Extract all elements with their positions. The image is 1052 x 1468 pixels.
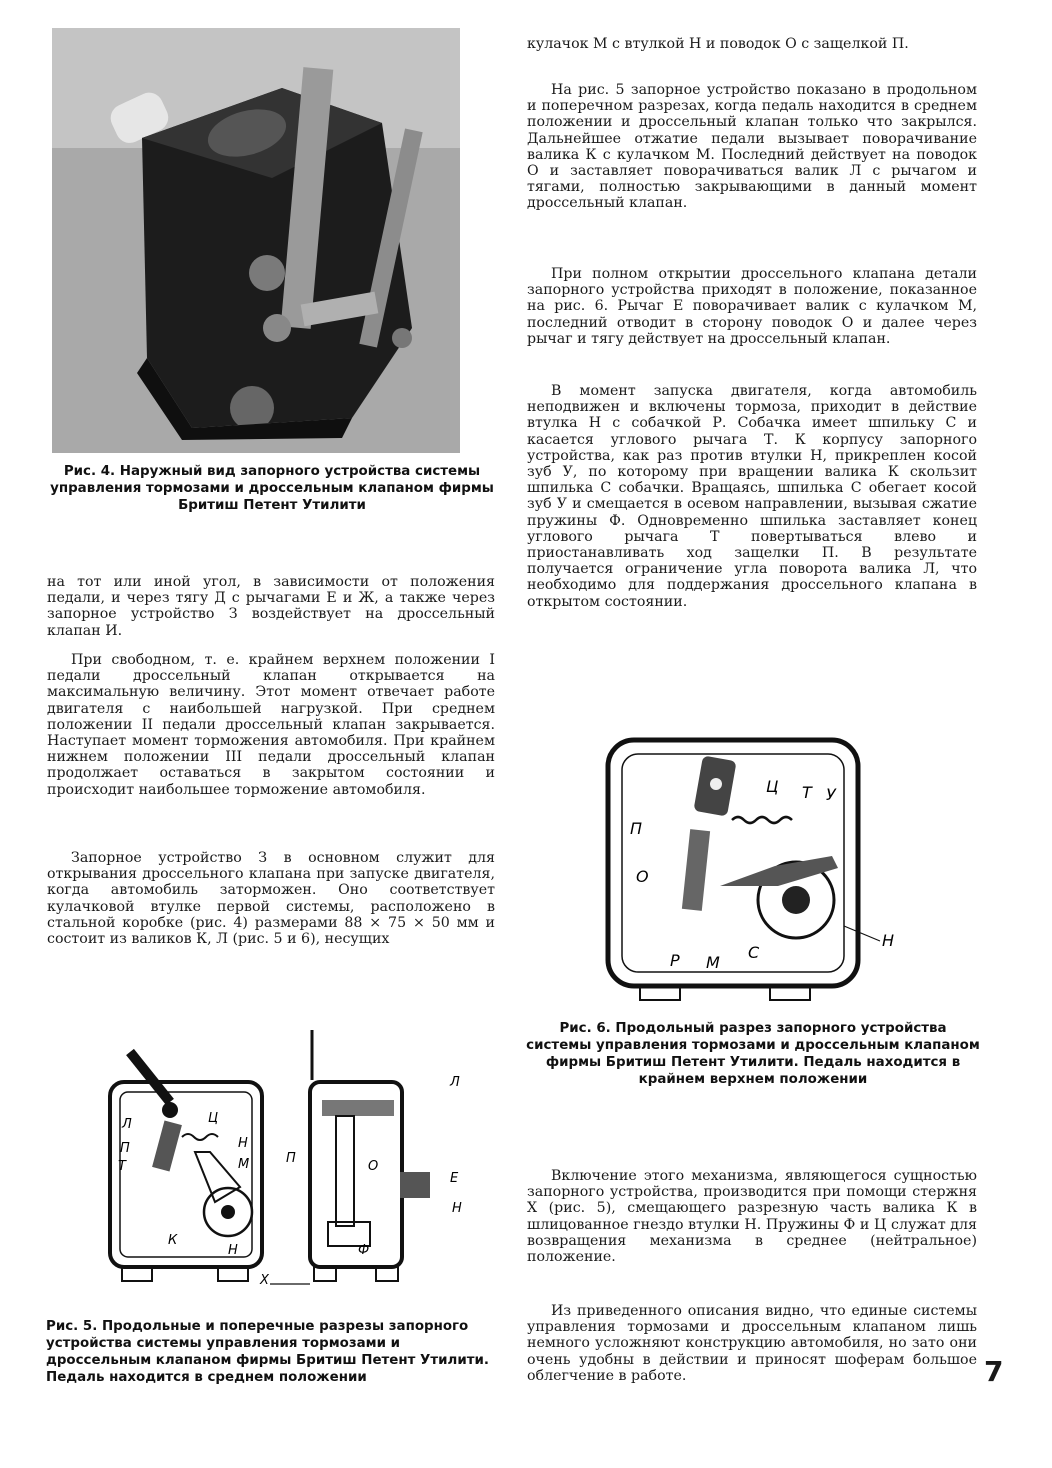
- fig5-label-l: Л: [122, 1117, 132, 1132]
- figure4-caption: Рис. 4. Наружный вид запорного устройства системы управления тормозами и дроссельным клапаном фирмы Бритиш Петент Утилити: [50, 464, 494, 513]
- right-para-5: Включение этого механизма, являющегося сущностью запорного устройства, производится при помощи стержня Х (рис. 5), смещающего разрезную часть валика К в шлицованное гнездо втулки Н. Пружины Ф и Ц служат для возвращения механизма в среднее (нейтральное) положение.: [527, 1168, 977, 1266]
- page-number: 7: [984, 1355, 1004, 1388]
- fig5-label-n2: Н: [228, 1243, 238, 1258]
- right-para-4: В момент запуска двигателя, когда автомобиль неподвижен и включены тормоза, приходит в действие втулка Н с собачкой Р. Собачка имеет шпильку С и касается углового рычага Т. К корпусу запорного устройства, как раз против втулки Н, прикреплен косой зуб У, по которому при вращении валика К скользит шпилька С собачки. Вращаясь, шпилька С обегает косой зуб У и смещается в осевом направлении, вызывая сжатие пружины Ф. Одновременно шпилька заставляет конец углового рычага Т повертываться влево и приостанавливать ход защелки П. В результате получается ограничение угла поворота валика Л, что необходимо для поддержания дроссельного клапана в открытом состоянии.: [527, 383, 977, 610]
- fig5-label-o: О: [368, 1159, 379, 1174]
- fig6-label-m: М: [706, 953, 720, 972]
- fig5-label-k: К: [168, 1233, 178, 1248]
- fig5-label-m: М: [238, 1157, 250, 1172]
- left-para-3: Запорное устройство З в основном служит для открывания дроссельного клапана при запуске двигателя, когда автомобиль заторможен. Оно соответствует кулачковой втулке первой системы, расположено в стальной коробке (рис. 4) размерами 88 × 75 × 50 мм и состоит из валиков К, Л (рис. 5 и 6), несущих: [47, 850, 495, 948]
- left-para-2: При свободном, т. е. крайнем верхнем положении I педали дроссельный клапан открывается на максимальную величину. Этот момент отвечает работе двигателя с наибольшей нагрузкой. При среднем положении II педали дроссельный клапан закрывается. Наступает момент торможения автомобиля. При крайнем нижнем положении III педали дроссельный клапан продолжает оставаться в закрытом состоянии и происходит наибольшее торможение автомобиля.: [47, 652, 495, 798]
- fig5-label-e: Е: [450, 1171, 459, 1186]
- fig6-label-t: Т: [802, 783, 812, 802]
- fig6-label-p: П: [630, 819, 643, 838]
- fig6-label-s: С: [748, 943, 760, 962]
- fig5-label-p-right: П: [286, 1151, 296, 1166]
- fig6-label-n: Н: [882, 931, 895, 950]
- figure5-caption: Рис. 5. Продольные и поперечные разрезы запорного устройства системы управления тормозами и дроссельным клапаном фирмы Бритиш Петент Утилити. Педаль находится в среднем положении: [46, 1319, 489, 1385]
- fig5-label-n-right: Н: [452, 1201, 462, 1216]
- fig5-label-ts: Ц: [208, 1111, 219, 1126]
- fig5-label-t: Т: [118, 1159, 126, 1174]
- figure5-diagram: [100, 1022, 490, 1312]
- fig6-label-o: О: [636, 867, 649, 886]
- fig5-label-p: П: [120, 1141, 130, 1156]
- right-para-2: На рис. 5 запорное устройство показано в продольном и поперечном разрезах, когда педаль находится в среднем положении и дроссельный клапан только что закрылся. Дальнейшее отжатие педали вызывает поворачивание валика К с кулачком М. Последний действует на поводок О и заставляет поворачиваться валик Л с рычагом и тягами, полностью закрывающими в данный момент дроссельный клапан.: [527, 82, 977, 212]
- right-para-6: Из приведенного описания видно, что единые системы управления тормозами и дроссельным клапаном лишь немного усложняют конструкцию автомобиля, но зато они очень удобны в действии и приносят шоферам большое облегчение в работе.: [527, 1303, 977, 1384]
- fig5-label-f: Ф: [358, 1243, 370, 1258]
- right-para-1: кулачок М с втулкой Н и поводок О с защелкой П.: [527, 36, 909, 52]
- figure6-diagram: [600, 736, 910, 1006]
- figure4-photo: [52, 28, 460, 453]
- fig5-label-l-right: Л: [450, 1075, 460, 1090]
- fig6-label-u: У: [826, 785, 836, 804]
- fig6-label-ts: Ц: [766, 777, 779, 796]
- right-para-3: При полном открытии дроссельного клапана детали запорного устройства приходят в положение, показанное на рис. 6. Рычаг Е поворачивает валик с кулачком М, последний отводит в сторону поводок О и далее через рычаг и тягу действует на дроссельный клапан.: [527, 266, 977, 347]
- figure6-caption: Рис. 6. Продольный разрез запорного устройства системы управления тормозами и дроссельным клапаном фирмы Бритиш Петент Утилити. Педаль находится в крайнем верхнем положении: [526, 1021, 980, 1087]
- left-para-1: на тот или иной угол, в зависимости от положения педали, и через тягу Д с рычагами Е и Ж, а также через запорное устройство З воздействует на дроссельный клапан И.: [47, 574, 495, 639]
- fig5-label-x: Х: [260, 1273, 269, 1288]
- fig5-label-n: Н: [238, 1136, 248, 1151]
- fig6-label-r: Р: [670, 951, 680, 970]
